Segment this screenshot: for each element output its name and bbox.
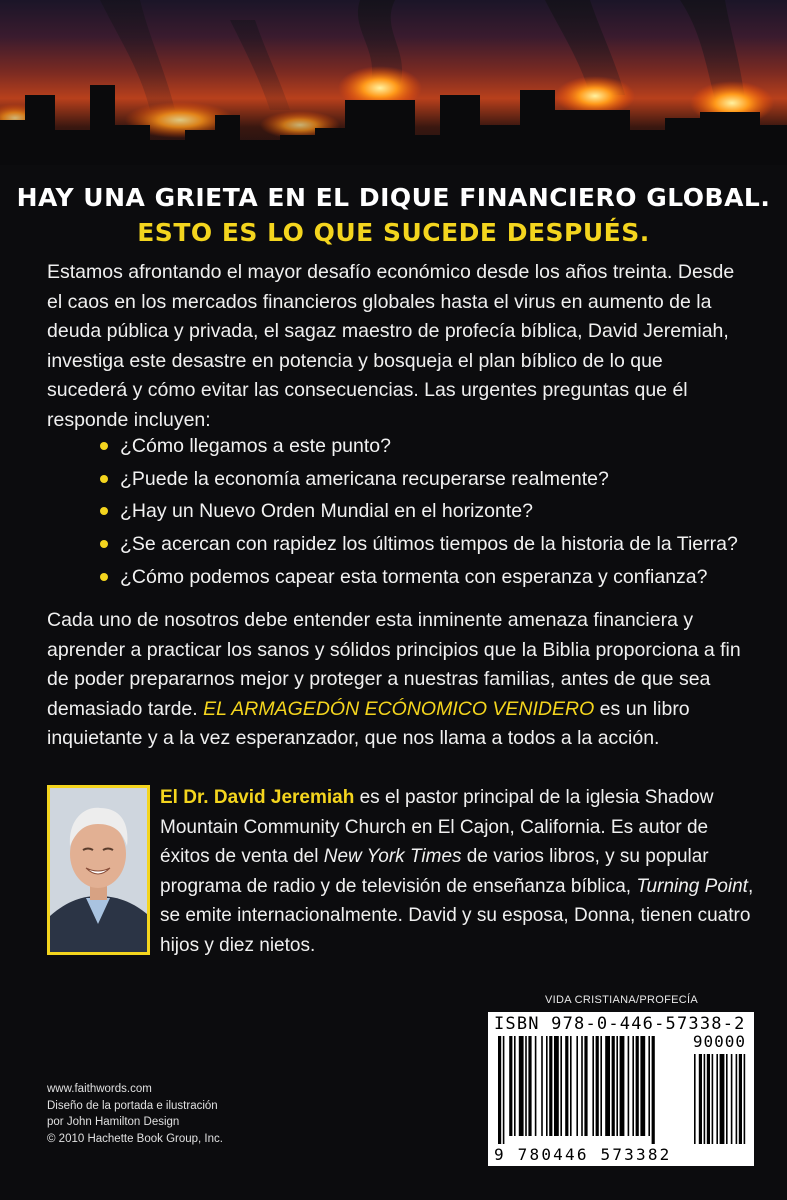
list-item: ¿Hay un Nuevo Orden Mundial en el horizonte? — [100, 495, 760, 528]
website-link[interactable]: www.faithwords.com — [47, 1083, 152, 1095]
bullet-icon — [100, 540, 108, 548]
author-name: El Dr. David Jeremiah — [160, 787, 355, 808]
cover-design-credit-2: por John Hamilton Design — [47, 1116, 180, 1128]
headline-line-1: HAY UNA GRIETA EN EL DIQUE FINANCIERO GLOBAL. — [16, 183, 771, 212]
bullet-icon — [100, 507, 108, 515]
headline-line-2: ESTO ES LO QUE SUCEDE DESPUÉS. — [137, 218, 650, 247]
copyright-notice: © 2010 Hachette Book Group, Inc. — [47, 1132, 223, 1145]
barcode-bars — [488, 1012, 754, 1166]
program-title: Turning Point — [636, 875, 748, 897]
list-item: ¿Cómo podemos capear esta tormenta con esperanza y confianza? — [100, 561, 760, 594]
bullet-icon — [100, 573, 108, 581]
newspaper-title: New York Times — [323, 846, 462, 867]
author-photo — [47, 785, 150, 955]
closing-paragraph: Cada uno de nosotros debe entender esta inminente amenaza financiera y aprender a practicar los sanos y sólidos principios que la Biblia proporciona a fin de poder prepararnos mejor y proteger a nuestras familias, antes de que sea demasiado tarde. EL ARMAGEDÓN ECÓNOMICO VENIDERO es un libro inquietante y a la vez esperanzador, que nos llama a todos a la acción. — [47, 609, 741, 749]
ean-number: 9 780446 573382 — [494, 1145, 672, 1164]
book-title: EL ARMAGEDÓN ECÓNOMICO VENIDERO — [203, 697, 595, 720]
bullet-icon — [100, 442, 108, 450]
list-item: ¿Cómo llegamos a este punto? — [100, 430, 760, 463]
credits-block — [47, 1081, 223, 1147]
bullet-icon — [100, 475, 108, 483]
barcode-addon-number: 90000 — [692, 1032, 746, 1051]
isbn-label: ISBN 978-0-446-57338-2 — [494, 1014, 746, 1034]
list-item: ¿Puede la economía americana recuperarse realmente? — [100, 463, 760, 496]
category-label: VIDA CRISTIANA/PROFECÍA — [545, 994, 698, 1006]
cover-design-credit: Diseño de la portada e ilustración — [47, 1099, 218, 1112]
questions-list — [100, 430, 760, 594]
burning-city-skyline-image — [0, 0, 787, 205]
intro-paragraph: Estamos afrontando el mayor desafío económico desde los años treinta. Desde el caos en los mercados financieros globales hasta el virus en aumento de la deuda pública y privada, el sagaz maestro de profecía bíblica, David Jeremiah, investiga este desastre en potencia y bosqueja el plan bíblico de lo que sucederá y cómo evitar las consecuencias. Las urgentes preguntas que él responde incluyen: — [47, 261, 735, 431]
isbn-barcode — [488, 1012, 754, 1166]
list-item: ¿Se acercan con rapidez los últimos tiempos de la historia de la Tierra? — [100, 528, 760, 561]
author-bio: El Dr. David Jeremiah es el pastor principal de la iglesia Shadow Mountain Community Church en El Cajon, California. Es autor de éxitos de venta del New York Times de varios libros, y su popular programa de radio y de televisión de enseñanza bíblica, Turning Point, se emite internacionalmente. David y su esposa, Donna, tienen cuatro hijos y diez nietos. — [160, 787, 754, 956]
